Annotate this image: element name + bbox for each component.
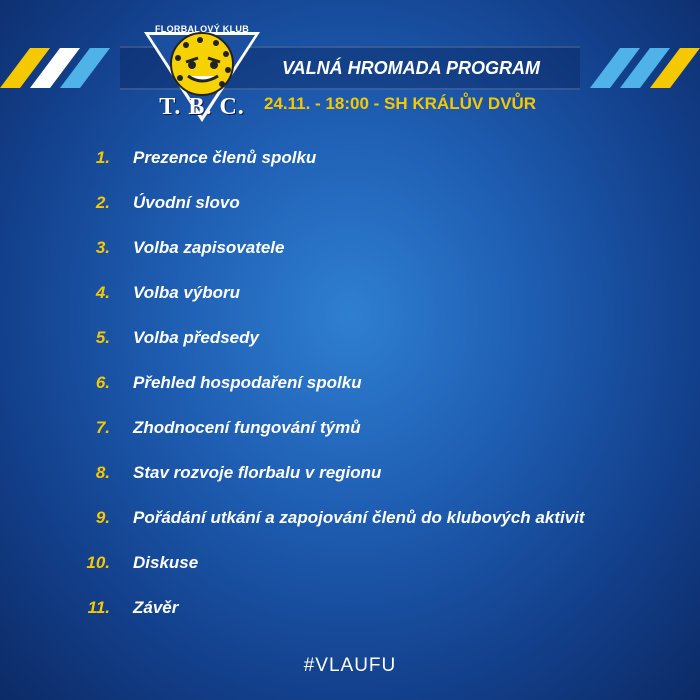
agenda-item-text: Volba předsedy xyxy=(133,328,259,347)
agenda-item-number: 2. xyxy=(95,193,110,212)
agenda-item-text: Přehled hospodaření spolku xyxy=(133,373,362,392)
agenda-item-text: Zhodnocení fungování týmů xyxy=(133,418,361,437)
club-logo xyxy=(138,18,266,124)
agenda-item-number: 8. xyxy=(95,463,110,482)
agenda-item-text: Pořádání utkání a zapojování členů do klubových aktivit xyxy=(133,508,585,527)
agenda-item-text: Prezence členů spolku xyxy=(133,148,317,167)
agenda-item xyxy=(0,283,700,309)
agenda-item xyxy=(0,238,700,264)
agenda-item-number: 4. xyxy=(95,283,110,302)
agenda-item-text: Volba výboru xyxy=(133,283,241,302)
agenda-item-text: Volba zapisovatele xyxy=(133,238,285,257)
agenda-item-text: Diskuse xyxy=(133,553,199,572)
logo-bottom-text: T. B. C. xyxy=(159,94,245,120)
agenda-item-number: 7. xyxy=(95,418,110,437)
agenda-item-text: Úvodní slovo xyxy=(133,193,240,212)
hashtag: #VLAUFU xyxy=(303,655,397,676)
agenda-item xyxy=(0,598,700,624)
agenda-item xyxy=(0,553,700,579)
agenda-item-number: 3. xyxy=(95,238,110,257)
event-details: 24.11. - 18:00 - SH KRÁLŮV DVŮR xyxy=(264,94,537,113)
agenda-item-number: 10. xyxy=(86,553,110,572)
agenda-item xyxy=(0,463,700,489)
agenda-item xyxy=(0,193,700,219)
agenda-item xyxy=(0,148,700,174)
agenda-item-number: 1. xyxy=(95,148,110,167)
left-stripes-decoration xyxy=(0,48,120,88)
agenda-item-text: Stav rozvoje florbalu v regionu xyxy=(133,463,382,482)
agenda-item-number: 9. xyxy=(95,508,110,527)
agenda-item xyxy=(0,418,700,444)
agenda-item-number: 6. xyxy=(95,373,110,392)
page-title: VALNÁ HROMADA PROGRAM xyxy=(282,58,540,78)
logo-top-text: FLORBALOVÝ KLUB xyxy=(155,24,249,34)
agenda-item xyxy=(0,508,700,534)
agenda-item xyxy=(0,373,700,399)
agenda-item-number: 5. xyxy=(95,328,110,347)
agenda-item xyxy=(0,328,700,354)
right-stripes-decoration xyxy=(580,48,700,88)
agenda-item-text: Závěr xyxy=(133,598,179,617)
agenda-item-number: 11. xyxy=(87,598,110,617)
